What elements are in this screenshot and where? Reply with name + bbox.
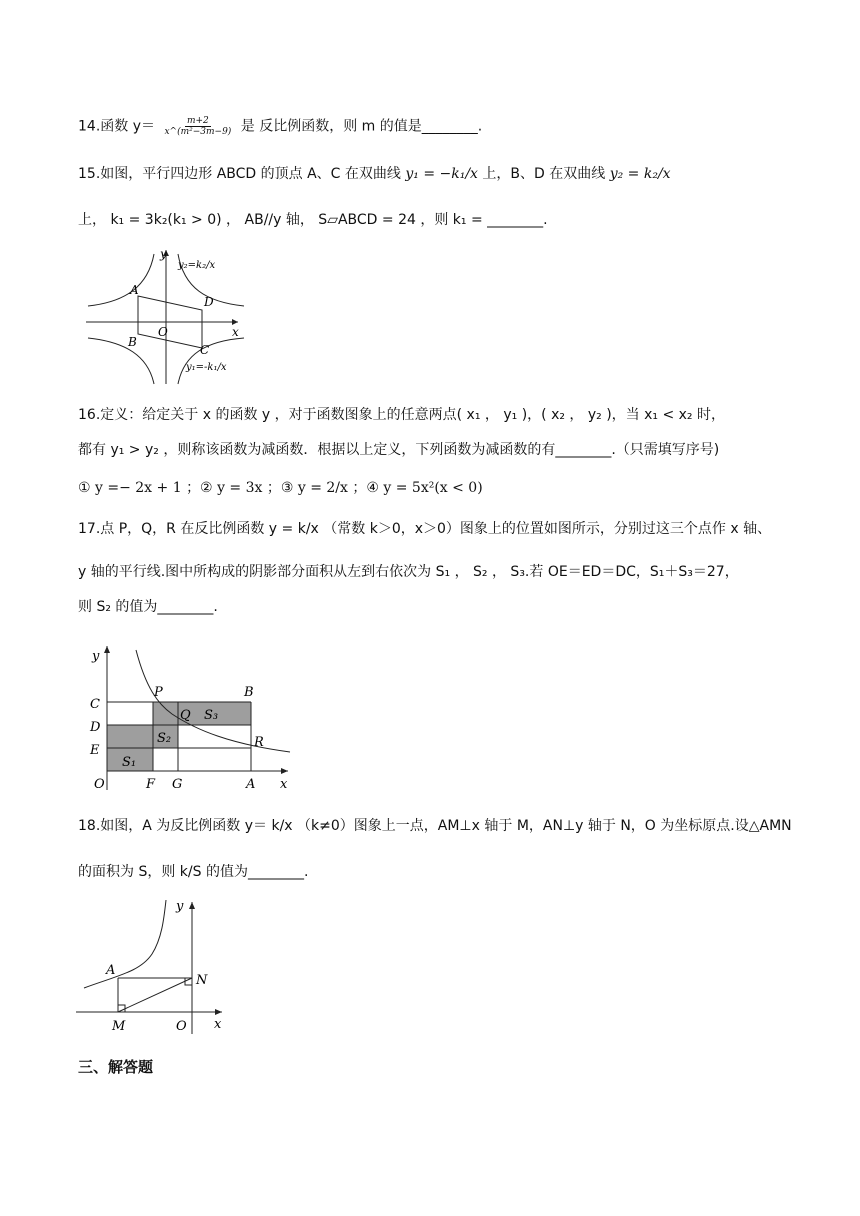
q14-text-pre: 14.函数 y＝ <box>78 118 155 135</box>
fig18-label-n: N <box>196 973 208 988</box>
fig17-label-q: Q <box>180 708 191 723</box>
fig15-label-a: A <box>130 283 139 297</box>
section-heading-3: 三、解答题 <box>78 1058 154 1076</box>
fig17-label-s3: S₃ <box>204 708 219 723</box>
figure-18 <box>76 894 236 1036</box>
q15-y1-expression: y₁ = −k₁/x <box>405 166 478 182</box>
fig17-label-x: x <box>280 777 288 792</box>
q15-y2-expression: y₂ = k₂/x <box>609 166 671 182</box>
question-14 <box>78 116 482 137</box>
fig17-label-y: y <box>92 649 100 664</box>
fig17-label-c: C <box>90 697 100 712</box>
question-17-line-1: 17.点 P，Q，R 在反比例函数 y = k/x （常数 k＞0，x＞0）图象上的位置如图所示，分别过这三个点作 x 轴、 <box>78 521 772 537</box>
figure-17 <box>80 640 295 795</box>
question-15-line-2: 上， k₁ = 3k₂(k₁ > 0) ， AB//y 轴， S▱ABCD = 24 ，则 k₁ = ________. <box>78 212 548 228</box>
fig17-label-b: B <box>244 685 254 700</box>
fig17-label-p: P <box>154 685 163 700</box>
fig15-label-c: C <box>200 343 210 357</box>
q14-frac-numerator: m+2 <box>186 116 209 126</box>
question-16-options: ① y =− 2x + 1 ；② y = 3x ；③ y = 2/x ；④ y = 5x²(x < 0) <box>78 480 483 496</box>
fig15-label-x: x <box>232 325 239 339</box>
fig15-label-y1: y₁=-k₁/x <box>186 362 227 373</box>
fig15-label-y: y <box>160 247 167 261</box>
fig17-label-f: F <box>146 777 156 792</box>
fig15-label-b: B <box>128 335 137 349</box>
fig17-label-s1: S₁ <box>122 755 137 770</box>
fig17-label-d: D <box>90 720 101 735</box>
question-18-line-2: 的面积为 S，则 k/S 的值为________. <box>78 864 309 880</box>
q14-frac-denominator: x^(m²−3m−9) <box>164 127 232 137</box>
fig17-label-e: E <box>90 743 100 758</box>
fig17-label-a: A <box>246 777 256 792</box>
fig18-label-y: y <box>176 899 184 914</box>
fig17-label-r: R <box>254 735 264 750</box>
fig18-label-m: M <box>112 1019 126 1034</box>
figure-15 <box>86 246 246 386</box>
question-16-line-2: 都有 y₁ > y₂ ，则称该函数为减函数．根据以上定义，下列函数为减函数的有________.（只需填写序号) <box>78 442 720 458</box>
fig18-label-o: O <box>176 1019 187 1034</box>
q15-text-mid: 上，B、D 在双曲线 <box>482 166 610 182</box>
question-15-line-1 <box>78 164 671 184</box>
q14-text-post: 是 反比例函数，则 m 的值是________. <box>240 118 483 135</box>
question-17-line-3: 则 S₂ 的值为________. <box>78 599 218 615</box>
fig17-label-o: O <box>94 777 105 792</box>
q15-text-pre: 15.如图，平行四边形 ABCD 的顶点 A、C 在双曲线 <box>78 166 406 182</box>
fig18-label-x: x <box>214 1017 222 1032</box>
fig15-label-d: D <box>204 295 214 309</box>
question-18-line-1: 18.如图，A 为反比例函数 y＝ k/x （k≠0）图象上一点，AM⊥x 轴于 M，AN⊥y 轴于 N，O 为坐标原点.设△AMN <box>78 818 792 834</box>
question-17-line-2: y 轴的平行线.图中所构成的阴影部分面积从左到右依次为 S₁ ， S₂ ， S₃.若 OE＝ED＝DC，S₁＋S₃＝27， <box>78 564 739 580</box>
q14-fraction <box>162 116 233 137</box>
fig18-label-a: A <box>106 963 116 978</box>
fig17-label-g: G <box>172 777 183 792</box>
fig17-label-s2: S₂ <box>157 731 172 746</box>
fig15-label-y2: y₂=k₂/x <box>178 260 216 271</box>
fig15-label-o: O <box>158 325 168 339</box>
question-16-line-1: 16.定义：给定关于 x 的函数 y ，对于函数图象上的任意两点( x₁ ， y₁ )，( x₂ ， y₂ )，当 x₁ < x₂ 时， <box>78 407 725 423</box>
